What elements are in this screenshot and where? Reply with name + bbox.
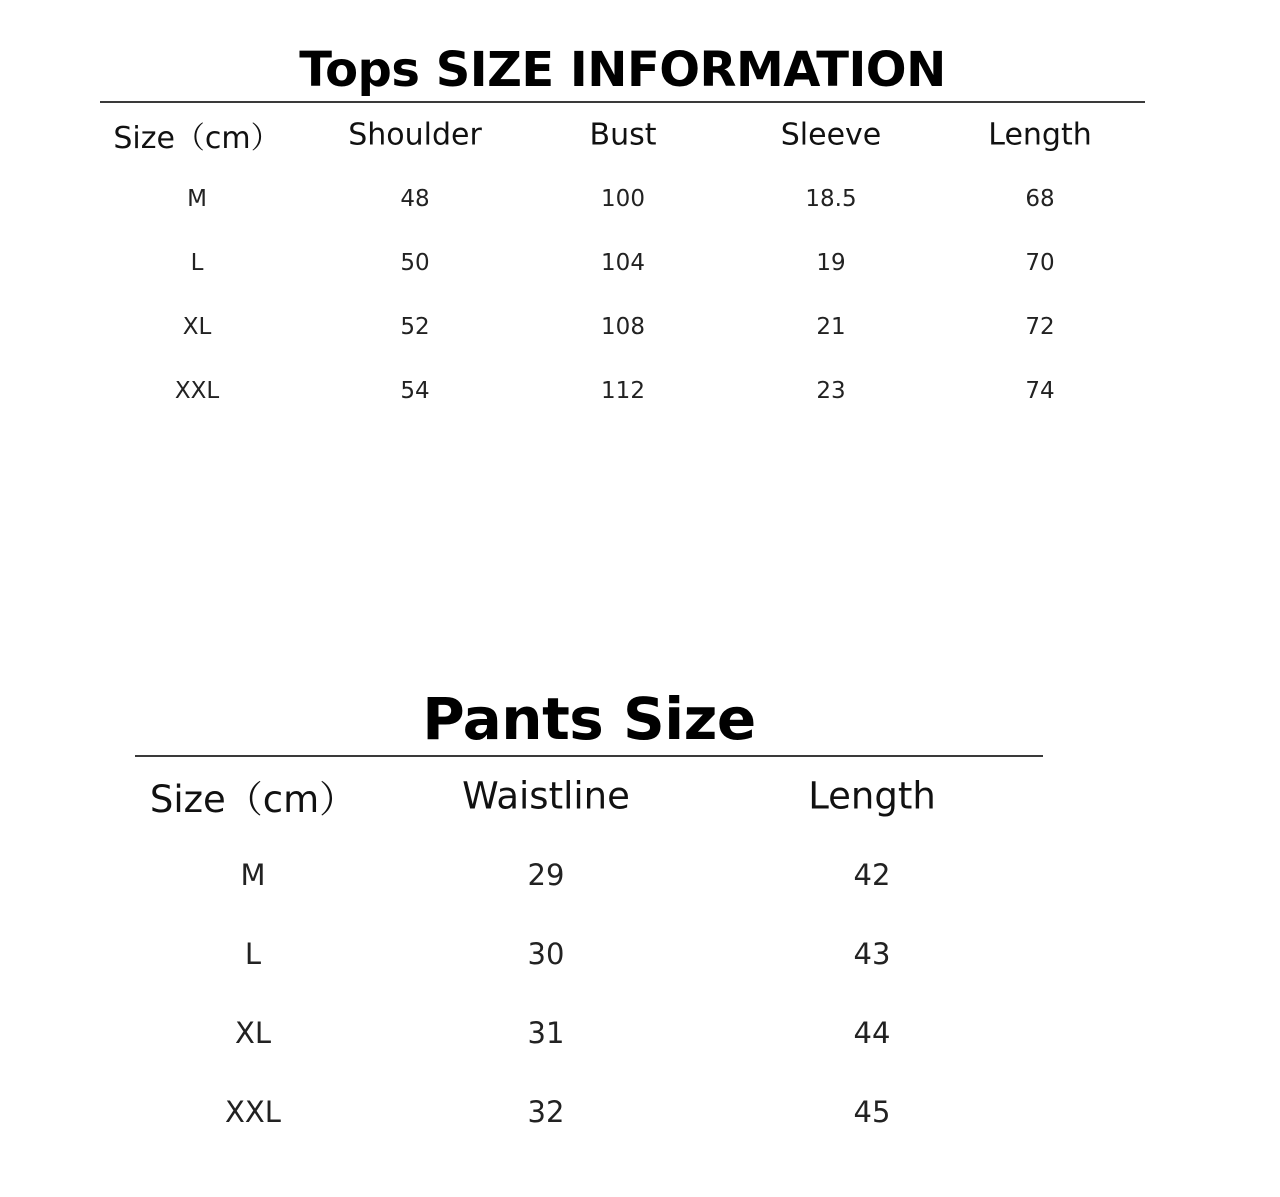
tops-title-divider [100,101,1145,103]
tops-table-cell: 112 [601,378,645,404]
tops-table-cell: 70 [1025,250,1055,276]
tops-table-cell: 19 [816,250,846,276]
pants-table-cell: 32 [527,1095,565,1129]
tops-table-cell: M [187,186,207,212]
pants-table-cell: 30 [527,937,565,971]
pants-table-cell: 42 [853,858,891,892]
tops-table-cell: XL [182,314,212,340]
tops-header-cell: Length [988,117,1092,153]
tops-table-cell: 108 [601,314,645,340]
pants-size-title: Pants Size [422,685,756,753]
pants-table-cell: 44 [853,1016,891,1050]
tops-table-cell: 23 [816,378,846,404]
tops-table-cell: 72 [1025,314,1055,340]
tops-table-cell: 52 [400,314,430,340]
pants-table-cell: 43 [853,937,891,971]
pants-table-cell: 29 [527,858,565,892]
tops-size-title: Tops SIZE INFORMATION [299,42,946,98]
tops-header-cell: Shoulder [348,117,482,153]
pants-header-cell: Waistline [462,774,630,818]
tops-table-cell: 74 [1025,378,1055,404]
pants-table-cell: XXL [225,1095,281,1129]
tops-table-cell: 68 [1025,186,1055,212]
pants-table-cell: L [244,937,262,971]
tops-table-cell: 48 [400,186,430,212]
pants-header-cell: Length [808,774,936,818]
pants-table-cell: 31 [527,1016,565,1050]
pants-header-cell: Size（cm） [149,778,357,821]
tops-table-cell: 50 [400,250,430,276]
tops-header-cell: Size（cm） [113,121,281,156]
tops-header-cell: Bust [589,117,657,153]
tops-table-cell: 104 [601,250,645,276]
tops-table-cell: XXL [174,378,220,404]
pants-table-cell: XL [234,1016,272,1050]
tops-table-cell: L [190,250,204,276]
pants-table-cell: M [240,858,266,892]
tops-table-cell: 100 [601,186,645,212]
tops-table-cell: 54 [400,378,430,404]
pants-title-divider [135,755,1043,757]
tops-header-cell: Sleeve [780,117,882,153]
tops-table-cell: 21 [816,314,846,340]
pants-table-cell: 45 [853,1095,891,1129]
tops-table-cell: 18.5 [805,186,857,212]
